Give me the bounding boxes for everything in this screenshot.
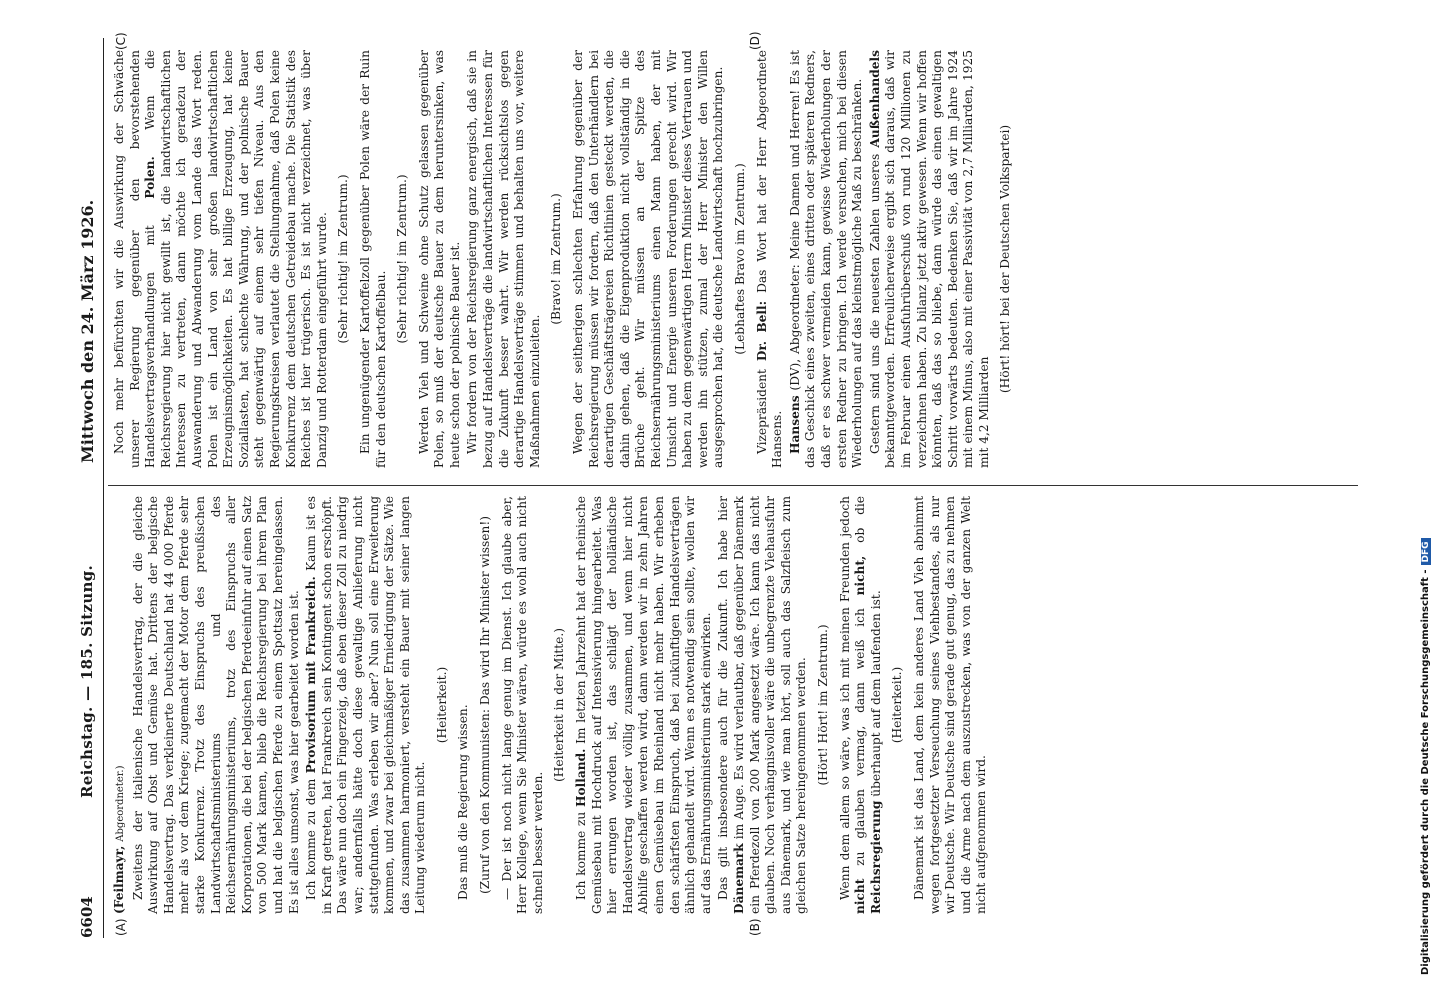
right-column — [112, 50, 1020, 468]
margin-mark-b: (B) — [748, 918, 762, 936]
interjection: (Lebhaftes Bravo im Zentrum.) — [732, 163, 747, 355]
session-title: Reichstag. — 185. Sitzung. — [78, 564, 96, 798]
interjection: (Hört! hört! bei der Deutschen Volkspartei) — [998, 124, 1013, 394]
interjection: (Hört! Hört! im Zentrum.) — [815, 624, 830, 786]
credit-text: Digitalisierung gefördert durch die Deutsche Forschungsgemeinschaft - — [1420, 569, 1431, 975]
emphasis: Außenhandels — [867, 50, 882, 148]
interjection: (Sehr richtig! im Zentrum.) — [336, 174, 351, 344]
interjection: (Zuruf von den Kommunisten: Das wird Ihr Minister wissen!) — [478, 516, 493, 894]
emphasis: Provisorium mit Frankreich. — [304, 576, 319, 774]
interjection: (Heiterkeit in der Mitte.) — [552, 627, 567, 783]
speaker-name: (Feilmayr, — [112, 845, 126, 914]
paragraph — [868, 50, 993, 468]
emphasis: Polen. — [143, 156, 158, 199]
text: zu glauben vermag, dann weiß ich — [853, 608, 868, 866]
text: bekanntgeworden. Erfreulicherweise ergibt sich daraus, daß wir im Februar einen Ausfuhrüberschuß von rund 120 Millionen zu verzeichnen haben. Zu bilanz jetzt aktiv gewesen. Wenn wir hoffen könnten, daß das so bliebe, dann würde das einen gewaltigen Schritt vorwärts bedeuten. Bedenken Sie, daß wir im Jahre 1924 mit einem Minus, also mit einer Passivität von 2,7 Milliarden, 1925 mit 4,2 Milliarden — [883, 50, 991, 468]
column-divider — [108, 485, 1358, 486]
session-date: Mittwoch den 24. März 1926. — [78, 199, 97, 463]
paragraph: Wir fordern von der Reichsregierung ganz energisch, daß sie in bezug auf Handelsverträge die landwirtschaftlichen Interessen für die Zukunft besser wahrt. Wir werden rücksichtslos gegen derartige Handelsverträge stimmen und behalten uns vor, weitere Maßnahmen einzuleiten. — [465, 50, 542, 468]
speaker-line — [112, 496, 129, 914]
paragraph — [716, 496, 810, 914]
paragraph: Ein ungenügender Kartoffelzoll gegenüber Polen wäre der Ruin für den deutschen Kartoffelbau. — [357, 50, 388, 468]
paragraph: Das muß die Regierung wissen. — [456, 704, 471, 900]
header-rule — [103, 38, 104, 938]
emphasis: Holland. — [574, 748, 589, 808]
text: Ich komme zu dem — [304, 778, 319, 900]
interjection: (Sehr richtig! im Zentrum.) — [395, 174, 410, 344]
interjection: (Bravo! im Zentrum.) — [549, 193, 564, 325]
paragraph: — Der ist noch nicht lange genug im Dienst. Ich glaube aber, Herr Kollege, wenn Sie Minister wären, würde es wohl auch nicht schnell besser werden. — [499, 496, 545, 914]
text: im Auge. Es wird verlautbar, daß gegenüber Dänemark ein Pferdezoll von 200 Mark angesetzt wäre. Ich kann das nicht glauben. Noch verhängnisvoller wäre die unbegrenzte Viehausfuhr aus Dänemark, und wie man hört, soll auch das Salzfleisch zum gleichen Satze hereingenommen werden. — [731, 496, 809, 914]
paragraph — [112, 50, 330, 468]
emphasis: Reichsregierung — [868, 800, 883, 914]
dfg-logo: DFG — [1421, 538, 1431, 565]
text: Vizepräsident — [754, 369, 769, 454]
emphasis: Dänemark — [731, 843, 746, 914]
rotated-page — [72, 31, 1422, 938]
margin-mark-c: (C) — [114, 32, 128, 50]
text: Wenn die Reichsregierung hier nicht gewillt ist, die landwirtschaftlichen Interessen zu vertreten, dann möchte ich geradezu der Auswanderung und Abwanderung vom Lande das Wort reden. Polen ist ein Land von sehr großen landwirtschaftlichen Erzeugnismöglichkeiten. Es hat billige Erzeugung, hat keine Soziallasten, hat schlechte Währung, und der polnische Bauer steht gegenwärtig auf einem sehr tiefen Niveau. Aus den Regierungskreisen verlautet die Stellungnahme, daß Polen keine Konkurrenz dem deutschen Getreidebau mache. Die Statistik des Reiches ist hier trügerisch. Es ist nicht verzeichnet, was über Danzig und Rotterdam eingeführt wurde. — [143, 49, 329, 468]
interjection: (Heiterkeit.) — [890, 666, 905, 744]
paragraph — [755, 50, 786, 468]
paragraph: Wegen der seitherigen schlechten Erfahrung gegenüber der Reichsregierung müssen wir fordern, daß den Unterhändlern bei derartigen Geschäftsträgereien Richtlinien gesteckt werden, die dahin gehen, daß die Eigenproduktion nicht vollständig in die Brüche geht. Wir müssen an der Spitze des Reichsernährungsministeriums einen Mann haben, der mit Umsicht und Energie unseren Forderungen gerecht wird. Wir haben zu dem gegenwärtigen Herrn Minister dieses Vertrauen und werden ihn stützen, zumal der Herr Minister den Willen ausgesprochen hat, die deutsche Landwirtschaft hochzubringen. — [571, 50, 726, 468]
paragraph — [304, 496, 429, 914]
speaker-name: Hansens — [787, 395, 802, 454]
text: Ich komme zu — [574, 811, 589, 900]
page-number: 6604 — [78, 896, 96, 938]
margin-mark-a: (A) — [114, 918, 128, 936]
paragraph — [788, 50, 866, 468]
text: (DV), Abgeordneter: Meine Damen und Herren! Es ist das Geschick eines zweiten, eines dritten oder späteren Redners, daß er es schwer vermeiden kann, gewisse Wiederholungen der ersten Redner zu bringen. Ich werde versuchen, mich bei diesen Wiederholungen auf das kleinstmögliche Maß zu beschränken. — [787, 50, 865, 468]
speaker-role: Abgeordneter.) — [115, 765, 126, 842]
text: Im letzten Jahrzehnt hat der rheinische Gemüsebau mit Hochdruck auf Intensivierung hingearbeitet. Was hier errungen worden ist, das schlägt der holländische Handelsvertrag wieder völlig zusammen, und wenn hier nicht Abhilfe geschaffen werden wird, dann werden wir in zehn Jahren einen Gemüsebau im Rheinland nicht mehr haben. Wir erheben den schärfsten Einspruch, daß bei zukünftigen Handelsverträgen ähnlich gehandelt wird. Wenn es notwendig sein sollte, wollen wir auf das Ernährungsministerium stark einwirken. — [574, 495, 713, 914]
text: überhaupt auf dem laufenden ist. — [868, 590, 883, 797]
text: Gestern sind uns die neuesten Zahlen unseres — [867, 153, 882, 454]
paragraph — [574, 496, 714, 914]
text: Wenn dem allem so wäre, was ich mit meinen Freunden jedoch — [837, 496, 852, 900]
emphasis: Dr. Bell: — [754, 300, 769, 362]
text: Kaum ist es in Kraft getreten, hat Frankreich sein Kontingent schon erschöpft. Das wäre nun doch ein Fingerzeig, daß eben dieser Zoll zu niedrig war; andernfalls hätte doch diese gewaltige Anlieferung nicht stattgefunden. Was erleben wir aber? Nun soll eine Erweiterung kommen, und zwar bei gleichmäßiger Erniedrigung der Sätze. Wie das zusammen harmoniert, versteht ein Bauer mit seiner langen Leitung wiederum nicht. — [304, 496, 428, 914]
interjection: (Heiterkeit.) — [434, 666, 449, 744]
digitization-credit — [1420, 538, 1431, 975]
paragraph — [838, 496, 885, 914]
paragraph: Zweitens der italienische Handelsvertrag, der die gleiche Auswirkung auf Obst und Gemüse hat. Drittens der belgische Handelsvertrag. Das verkleinerte Deutschland hat 44 000 Pferde mehr als vor dem Kriege; zugemacht der Motor dem Pferde sehr starke Konkurrenz. Trotz des Einspruchs des preußischen Landwirtschaftsministeriums und des Reichsernährungsministeriums, trotz des Einspruchs aller Korporationen, die bei der belgischen Pferdeeinfuhr auf einen Satz von 500 Mark kamen, blieb die Reichsregierung bei ihrem Plan und hat die belgischen Pferde zu einem Spottsatz hereingelassen. Es ist alles umsonst, was hier gearbeitet worden ist. — [130, 496, 301, 914]
text: Das gilt insbesondere auch für die Zukunft. Ich habe hier — [716, 496, 731, 900]
running-header — [72, 38, 106, 938]
text: Das Wort hat der Herr Abgeordnete Hansens. — [754, 50, 785, 468]
margin-mark-d: (D) — [748, 31, 762, 50]
emphasis: nicht — [853, 878, 868, 914]
emphasis: nicht, — [853, 555, 868, 596]
paragraph: Werden Vieh und Schweine ohne Schutz gelassen gegenüber Polen, so muß der deutsche Bauer zu dem heruntersinken, was heute schon der polnische Bauer ist. — [416, 50, 462, 468]
paragraph: Dänemark ist das Land, dem kein anderes Land Vieh abnimmt wegen fortgesetzter Verseuchung seines Viehbestandes, als nur wir Deutsche. Wir Deutsche sind gerade gut genug, das zu nehmen und die Arme nach dem auszustrecken, was von der ganzen Welt nicht aufgenommen wird. — [911, 496, 989, 914]
left-column — [112, 496, 992, 914]
text: Noch mehr befürchten wir die Auswirkung der Schwäche unserer Regierung gegenüber den bevorstehenden Handelsvertragsverhandlungen mit — [112, 50, 158, 468]
text: ob die — [853, 495, 868, 543]
